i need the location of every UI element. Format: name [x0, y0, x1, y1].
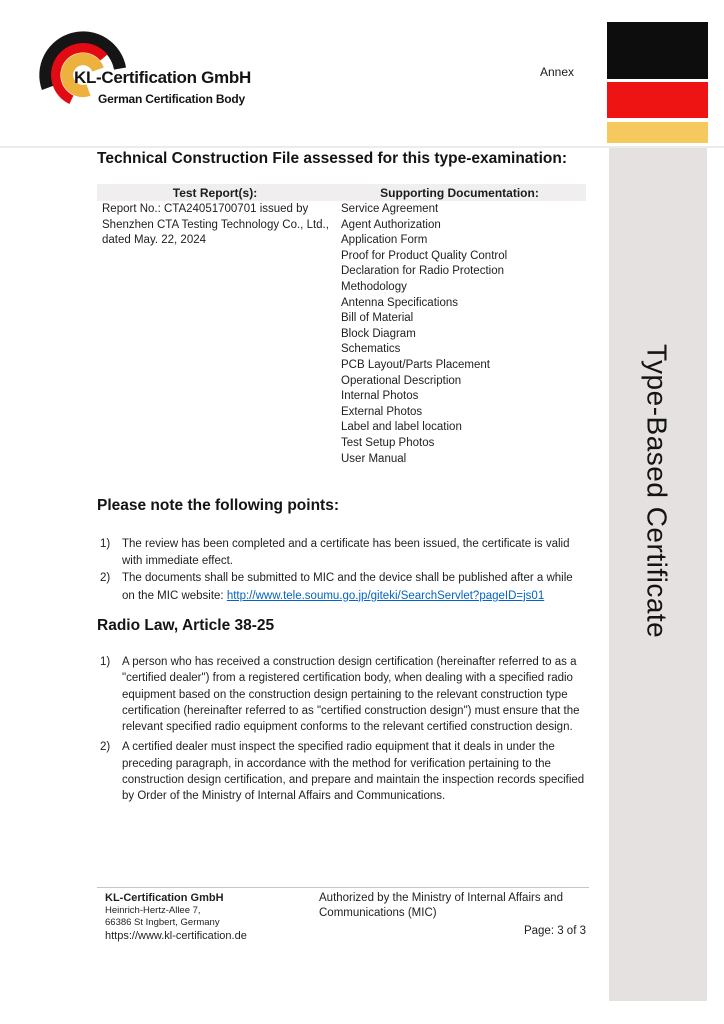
doc-item: Internal Photos [341, 390, 419, 403]
footer-authorization-block [319, 891, 586, 937]
note-item [100, 536, 586, 570]
notes-list [100, 536, 586, 605]
doc-item: PCB Layout/Parts Placement [341, 358, 490, 371]
note-number: 2) [100, 572, 111, 585]
column-header-supporting-docs: Supporting Documentation: [380, 185, 539, 200]
doc-item: User Manual [341, 452, 407, 465]
law-item [100, 654, 586, 735]
doc-item: Proof for Product Quality Control [341, 249, 508, 262]
flag-red-stripe [607, 82, 708, 118]
doc-item: Service Agreement [341, 203, 439, 215]
company-address-line2: 66386 St Ingbert, Germany [105, 917, 220, 928]
certificate-type-label: Type-Based Certificate [641, 344, 673, 639]
doc-item: Antenna Specifications [341, 296, 458, 309]
law-number: 1) [100, 656, 111, 668]
footer-company-block [105, 891, 247, 944]
notes-heading: Please note the following points: [97, 497, 339, 514]
doc-item: Agent Authorization [341, 218, 441, 231]
doc-item: Bill of Material [341, 312, 414, 325]
radio-law-heading: Radio Law, Article 38-25 [97, 617, 275, 634]
authorized-by-text: Authorized by the Ministry of Internal Affairs and Communications (MIC) [319, 892, 563, 919]
sidebar [609, 148, 707, 1001]
doc-item: Schematics [341, 343, 401, 356]
footer-divider [97, 887, 589, 888]
flag-black-stripe [607, 22, 708, 79]
page-title: Technical Construction File assessed for this type-examination: [97, 150, 567, 167]
company-address-line1: Heinrich-Hertz-Allee 7, [105, 905, 201, 916]
column-header-test-reports: Test Report(s): [172, 185, 258, 200]
law-item [100, 739, 586, 804]
note-number: 1) [100, 538, 111, 550]
page-indicator: Page: 3 of 3 [523, 925, 586, 937]
doc-item: Application Form [341, 234, 428, 247]
supporting-docs-cell [341, 202, 584, 467]
note-text [122, 570, 586, 604]
law-number: 2) [100, 741, 111, 754]
annex-label: Annex [540, 65, 575, 79]
note-text: The review has been completed and a certificate has been issued, the certificate is valid with immediate effect. [122, 538, 570, 568]
doc-item: Test Setup Photos [341, 436, 435, 449]
law-text: A certified dealer must inspect the specified radio equipment that it deals in under the preceding paragraph, in accordance with the method for verification pertaining to the construction design certification, and prepare and maintain the inspection records specified by Order of the Ministry of Internal Affairs and Communications. [122, 741, 585, 803]
table-header-row [97, 184, 586, 201]
brand-tagline: German Certification Body [98, 92, 246, 106]
note-item [100, 570, 586, 604]
german-flag-icon [607, 22, 708, 143]
radio-law-list [100, 654, 586, 805]
brand-name: KL-Certification GmbH [74, 68, 251, 87]
doc-item: Label and label location [341, 421, 462, 434]
doc-item: External Photos [341, 405, 423, 418]
note-text-prefix: The documents shall be submitted to MIC and the device shall be published after a while on the MIC website: [122, 572, 573, 602]
doc-item: Methodology [341, 280, 407, 293]
company-website: https://www.kl-certification.de [105, 930, 247, 942]
flag-gold-stripe [607, 122, 708, 143]
doc-item: Operational Description [341, 374, 462, 387]
law-text: A person who has received a construction design certification (hereinafter referred to as a "certified dealer") from a registered certification body, when dealing with a specified radio equipment based on the construction design pertaining to the relevant construction type certification (hereinafter referred to as "certified construction design") must ensure that the relevant specified radio equipment conforms to the relevant certified construction design. [122, 656, 580, 734]
doc-item: Declaration for Radio Protection [341, 265, 504, 278]
company-name: KL-Certification GmbH [105, 892, 224, 904]
test-report-cell: Report No.: CTA24051700701 issued by Shenzhen CTA Testing Technology Co., Ltd., dated May. 22, 2024 [102, 203, 329, 247]
mic-website-link[interactable]: http://www.tele.soumu.go.jp/giteki/SearchServlet?pageID=js01 [226, 589, 545, 602]
doc-item: Block Diagram [341, 327, 416, 340]
